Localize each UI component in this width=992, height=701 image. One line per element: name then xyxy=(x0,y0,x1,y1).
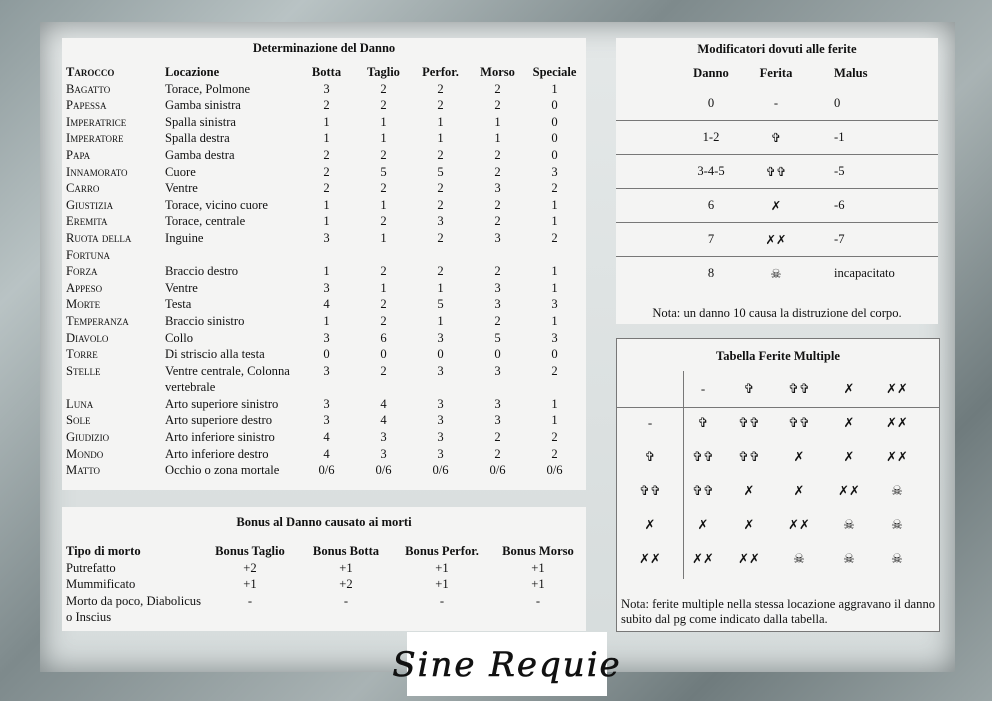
bonus-row xyxy=(66,576,586,593)
damage-row xyxy=(66,346,583,363)
header-tarocco: Tarocco xyxy=(66,65,115,79)
damage-value-cell: 1 xyxy=(437,131,444,146)
damage-value-cell: 3 xyxy=(323,280,330,295)
modifier-danno: 1-2 xyxy=(702,130,720,144)
damage-value-cell: 3 xyxy=(494,230,501,245)
bonus-table xyxy=(66,543,586,626)
tarocco-cell: Imperatrice xyxy=(66,114,127,129)
damage-value-cell: 2 xyxy=(323,164,330,179)
damage-value-cell: 2 xyxy=(494,147,501,162)
tarocco-cell: Giudizio xyxy=(66,430,110,445)
tarocco-cell: Forza xyxy=(66,264,98,279)
damage-value-cell: 4 xyxy=(323,446,330,461)
damage-value-cell: 5 xyxy=(494,330,501,345)
modifier-malus: -1 xyxy=(834,130,845,144)
damage-value-cell: 3 xyxy=(437,363,444,378)
damage-value-cell: 0/6 xyxy=(375,463,392,478)
locazione-cell: Spalla sinistra xyxy=(165,114,237,129)
tarocco-cell: Mondo xyxy=(66,446,104,461)
damage-value-cell: 1 xyxy=(551,313,558,328)
locazione-cell: Ventre centrale, Colonna vertebrale xyxy=(165,363,290,395)
locazione-cell: Braccio sinistro xyxy=(165,313,245,328)
damage-value-cell: 1 xyxy=(437,114,444,129)
damage-value-cell: 3 xyxy=(437,430,444,445)
damage-value-cell: 2 xyxy=(437,81,444,96)
damage-value-cell: 1 xyxy=(551,214,558,229)
damage-row xyxy=(66,164,583,181)
damage-value-cell: 5 xyxy=(437,164,444,179)
damage-value-cell: 2 xyxy=(494,214,501,229)
multi-cell: ✗✗ xyxy=(886,449,908,464)
damage-value-cell: 3 xyxy=(551,164,558,179)
multi-cell: ✞✞ xyxy=(738,449,760,464)
locazione-cell: Gamba destra xyxy=(165,147,235,162)
bonus-value-cell: - xyxy=(343,593,349,608)
multiple-wounds-divider-horizontal xyxy=(617,407,939,408)
modifier-malus: -5 xyxy=(834,164,845,178)
locazione-cell: Torace, vicino cuore xyxy=(165,197,268,212)
tarocco-cell: Matto xyxy=(66,463,101,478)
damage-value-cell: 3 xyxy=(323,230,330,245)
bonus-tipo-cell: Putrefatto xyxy=(66,560,116,575)
damage-value-cell: 1 xyxy=(437,313,444,328)
multi-cell: ✗ xyxy=(843,449,855,464)
damage-value-cell: 2 xyxy=(380,297,387,312)
damage-row xyxy=(66,197,583,214)
modifier-ferita: ✞ xyxy=(770,131,782,145)
damage-value-cell: 1 xyxy=(380,230,387,245)
damage-value-cell: 3 xyxy=(323,413,330,428)
locazione-cell: Di striscio alla testa xyxy=(165,347,265,362)
tarocco-cell: Imperatore xyxy=(66,131,124,146)
tarocco-cell: Diavolo xyxy=(66,330,109,345)
tarocco-cell: Luna xyxy=(66,396,94,411)
multi-cell: ☠ xyxy=(843,551,855,566)
bonus-header-perfor: Bonus Perfor. xyxy=(405,544,479,558)
multi-col-header: ✗✗ xyxy=(886,381,908,396)
damage-value-cell: 2 xyxy=(380,147,387,162)
damage-value-cell: 2 xyxy=(551,446,558,461)
damage-value-cell: 1 xyxy=(551,396,558,411)
damage-value-cell: 2 xyxy=(323,98,330,113)
damage-value-cell: 1 xyxy=(551,280,558,295)
multi-cell: ✞ xyxy=(697,415,709,430)
damage-value-cell: 2 xyxy=(380,363,387,378)
damage-value-cell: 2 xyxy=(380,214,387,229)
sine-requie-logo xyxy=(392,632,622,696)
damage-value-cell: 1 xyxy=(551,413,558,428)
multi-row-header: ✗ xyxy=(644,517,656,532)
bonus-row xyxy=(66,560,586,577)
damage-row xyxy=(66,446,583,463)
multi-row-header: ✞✞ xyxy=(639,483,661,498)
damage-value-cell: 2 xyxy=(323,147,330,162)
damage-value-cell: 2 xyxy=(494,446,501,461)
damage-row xyxy=(66,280,583,297)
tarocco-cell: Sole xyxy=(66,413,91,428)
damage-value-cell: 0/6 xyxy=(318,463,335,478)
damage-value-cell: 0/6 xyxy=(489,463,506,478)
tarocco-cell: Bagatto xyxy=(66,81,111,96)
multi-col-header: - xyxy=(700,381,706,396)
locazione-cell: Inguine xyxy=(165,230,204,245)
damage-value-cell: 3 xyxy=(494,280,501,295)
damage-value-cell: 0 xyxy=(551,347,558,362)
damage-value-cell: 3 xyxy=(437,330,444,345)
bonus-value-cell: +1 xyxy=(435,560,449,575)
multi-cell: ✗ xyxy=(843,415,855,430)
damage-row xyxy=(66,81,583,98)
modifier-ferita: - xyxy=(773,96,779,110)
damage-value-cell: 0 xyxy=(494,347,501,362)
damage-value-cell: 1 xyxy=(494,131,501,146)
locazione-cell: Arto inferiore destro xyxy=(165,446,269,461)
tarocco-cell: Ruota della Fortuna xyxy=(66,230,132,262)
damage-row xyxy=(66,296,583,313)
damage-value-cell: 2 xyxy=(494,81,501,96)
tarocco-cell: Papa xyxy=(66,147,91,162)
damage-value-cell: 2 xyxy=(494,98,501,113)
damage-value-cell: 1 xyxy=(551,197,558,212)
damage-row xyxy=(66,97,583,114)
damage-value-cell: 1 xyxy=(380,114,387,129)
locazione-cell: Occhio o zona mortale xyxy=(165,463,280,478)
multi-cell: ✗ xyxy=(793,449,805,464)
damage-value-cell: 0 xyxy=(380,347,387,362)
multiple-wounds-panel xyxy=(616,338,940,632)
bonus-header-tipo: Tipo di morto xyxy=(66,544,141,558)
bonus-value-cell: +1 xyxy=(435,577,449,592)
damage-row xyxy=(66,180,583,197)
damage-value-cell: 6 xyxy=(380,330,387,345)
modifier-danno: 0 xyxy=(707,96,715,110)
bonus-damage-panel xyxy=(62,507,586,631)
bonus-tipo-cell: Mummificato xyxy=(66,577,136,592)
bonus-row xyxy=(66,593,586,626)
multi-cell: ☠ xyxy=(793,551,805,566)
modifier-row xyxy=(616,86,938,121)
locazione-cell: Arto inferiore sinistro xyxy=(165,430,275,445)
bonus-value-cell: +2 xyxy=(243,560,257,575)
damage-row xyxy=(66,213,583,230)
damage-value-cell: 0/6 xyxy=(546,463,563,478)
damage-value-cell: 1 xyxy=(551,264,558,279)
damage-value-cell: 3 xyxy=(323,363,330,378)
damage-value-cell: 1 xyxy=(323,313,330,328)
multi-cell: ☠ xyxy=(891,551,903,566)
locazione-cell: Spalla destra xyxy=(165,131,230,146)
damage-value-cell: 2 xyxy=(551,181,558,196)
damage-value-cell: 3 xyxy=(380,430,387,445)
locazione-cell: Torace, Polmone xyxy=(165,81,251,96)
damage-table-panel xyxy=(62,38,586,490)
damage-value-cell: 3 xyxy=(494,181,501,196)
damage-row xyxy=(66,313,583,330)
damage-value-cell: 3 xyxy=(437,413,444,428)
damage-row xyxy=(66,114,583,131)
tarocco-cell: Stelle xyxy=(66,363,101,378)
bonus-table-body xyxy=(66,560,586,626)
damage-row xyxy=(66,147,583,164)
damage-row xyxy=(66,462,583,479)
damage-row xyxy=(66,396,583,413)
multi-cell: ✗ xyxy=(743,483,755,498)
modifier-ferita: ✞✞ xyxy=(765,165,787,179)
locazione-cell: Arto superiore destro xyxy=(165,413,273,428)
modifier-ferita: ✗✗ xyxy=(765,233,787,247)
modifier-danno: 3-4-5 xyxy=(697,164,725,178)
wound-modifiers-panel xyxy=(616,38,938,324)
multi-cell: ✗✗ xyxy=(738,551,760,566)
multi-cell: ✗✗ xyxy=(692,551,714,566)
multi-cell: ✗ xyxy=(793,483,805,498)
damage-value-cell: 5 xyxy=(437,297,444,312)
damage-row xyxy=(66,230,583,263)
multi-cell: ✞✞ xyxy=(738,415,760,430)
damage-value-cell: 3 xyxy=(323,396,330,411)
bonus-header-row xyxy=(66,543,586,560)
damage-value-cell: 2 xyxy=(437,147,444,162)
damage-value-cell: 5 xyxy=(380,164,387,179)
multi-col-header: ✞ xyxy=(743,381,755,396)
header-perfor: Perfor. xyxy=(422,65,459,79)
tarocco-cell: Torre xyxy=(66,347,98,362)
modifiers-title: Modificatori dovuti alle ferite xyxy=(697,42,857,56)
damage-row xyxy=(66,412,583,429)
damage-value-cell: 3 xyxy=(494,413,501,428)
damage-value-cell: 1 xyxy=(323,197,330,212)
bonus-value-cell: - xyxy=(535,593,541,608)
locazione-cell: Ventre xyxy=(165,181,198,196)
damage-value-cell: 2 xyxy=(380,264,387,279)
damage-value-cell: 2 xyxy=(437,181,444,196)
multi-col-header: ✞✞ xyxy=(788,381,810,396)
damage-value-cell: 0 xyxy=(551,147,558,162)
bonus-value-cell: +1 xyxy=(531,560,545,575)
damage-value-cell: 2 xyxy=(551,230,558,245)
tarocco-cell: Papessa xyxy=(66,98,107,113)
bonus-header-botta: Bonus Botta xyxy=(312,544,380,558)
damage-value-cell: 2 xyxy=(494,197,501,212)
damage-value-cell: 2 xyxy=(323,181,330,196)
modifier-danno: 7 xyxy=(707,232,715,246)
damage-value-cell: 4 xyxy=(323,297,330,312)
modifier-row xyxy=(616,188,938,223)
damage-value-cell: 2 xyxy=(380,81,387,96)
header-speciale: Speciale xyxy=(532,65,577,79)
damage-row xyxy=(66,429,583,446)
bonus-value-cell: +1 xyxy=(339,560,353,575)
tarocco-cell: Appeso xyxy=(66,280,103,295)
damage-value-cell: 3 xyxy=(551,330,558,345)
damage-value-cell: 2 xyxy=(437,197,444,212)
damage-value-cell: 3 xyxy=(380,446,387,461)
multi-cell: ✗ xyxy=(743,517,755,532)
locazione-cell: Collo xyxy=(165,330,193,345)
header-morso: Morso xyxy=(480,65,515,79)
damage-table-title: Determinazione del Danno xyxy=(252,41,396,55)
multi-cell: ✗✗ xyxy=(788,517,810,532)
bonus-value-cell: +1 xyxy=(243,577,257,592)
multi-cell: ☠ xyxy=(891,483,903,498)
modifier-malus: -7 xyxy=(834,232,845,246)
damage-value-cell: 3 xyxy=(323,81,330,96)
locazione-cell: Testa xyxy=(165,297,192,312)
damage-value-cell: 3 xyxy=(551,297,558,312)
modifier-malus: -6 xyxy=(834,198,845,212)
modifiers-note: Nota: un danno 10 causa la distruzione del corpo. xyxy=(652,306,902,320)
svg-text:Sine Requie: Sine Requie xyxy=(392,645,622,685)
tarocco-cell: Eremita xyxy=(66,214,108,229)
damage-value-cell: 4 xyxy=(380,396,387,411)
damage-value-cell: 0 xyxy=(551,98,558,113)
damage-value-cell: 3 xyxy=(494,363,501,378)
tarocco-cell: Morte xyxy=(66,297,101,312)
multiple-wounds-divider-vertical xyxy=(683,371,684,579)
damage-value-cell: 1 xyxy=(323,264,330,279)
modifier-row xyxy=(616,256,938,290)
header-taglio: Taglio xyxy=(367,65,400,79)
bonus-title: Bonus al Danno causato ai morti xyxy=(236,515,412,529)
locazione-cell: Cuore xyxy=(165,164,196,179)
damage-value-cell: 2 xyxy=(494,313,501,328)
multi-cell: ✗✗ xyxy=(838,483,860,498)
damage-value-cell: 0 xyxy=(437,347,444,362)
locazione-cell: Arto superiore sinistro xyxy=(165,396,279,411)
damage-value-cell: 1 xyxy=(380,197,387,212)
damage-value-cell: 3 xyxy=(437,396,444,411)
locazione-cell: Torace, centrale xyxy=(165,214,246,229)
damage-value-cell: 4 xyxy=(380,413,387,428)
modifiers-header-ferita: Ferita xyxy=(759,66,793,80)
damage-row xyxy=(66,263,583,280)
multi-cell: ✞✞ xyxy=(788,415,810,430)
bonus-header-taglio: Bonus Taglio xyxy=(215,544,285,558)
locazione-cell: Braccio destro xyxy=(165,264,239,279)
damage-value-cell: 1 xyxy=(323,114,330,129)
modifier-ferita: ☠ xyxy=(770,267,782,281)
multiple-wounds-title: Tabella Ferite Multiple xyxy=(715,349,841,363)
modifiers-header-danno: Danno xyxy=(693,66,729,80)
damage-row xyxy=(66,363,583,396)
damage-value-cell: 0 xyxy=(323,347,330,362)
damage-table-body xyxy=(66,81,583,479)
multi-row-header: ✞ xyxy=(644,449,656,464)
damage-value-cell: 1 xyxy=(494,114,501,129)
modifier-row xyxy=(616,222,938,257)
bonus-value-cell: +2 xyxy=(339,577,353,592)
damage-value-cell: 2 xyxy=(551,363,558,378)
damage-value-cell: 4 xyxy=(323,430,330,445)
modifiers-header-malus: Malus xyxy=(834,66,868,80)
multi-row-header: - xyxy=(647,415,653,430)
damage-value-cell: 0 xyxy=(551,131,558,146)
damage-value-cell: 2 xyxy=(494,430,501,445)
multiple-wounds-note: Nota: ferite multiple nella stessa locazione aggravano il danno subito dal pg come indicato dalla tabella. xyxy=(621,597,936,626)
modifier-malus: 0 xyxy=(834,96,841,110)
tarocco-cell: Temperanza xyxy=(66,313,129,328)
tarocco-cell: Innamorato xyxy=(66,164,128,179)
tarocco-cell: Carro xyxy=(66,181,100,196)
locazione-cell: Ventre xyxy=(165,280,198,295)
bonus-value-cell: - xyxy=(439,593,445,608)
damage-value-cell: 1 xyxy=(323,131,330,146)
bonus-header-morso: Bonus Morso xyxy=(502,544,574,558)
multi-row-header: ✗✗ xyxy=(639,551,661,566)
damage-value-cell: 0/6 xyxy=(432,463,449,478)
damage-value-cell: 2 xyxy=(437,264,444,279)
damage-value-cell: 3 xyxy=(494,396,501,411)
damage-row xyxy=(66,130,583,147)
damage-value-cell: 0 xyxy=(551,114,558,129)
damage-value-cell: 3 xyxy=(437,214,444,229)
multi-cell: ✗✗ xyxy=(886,415,908,430)
damage-value-cell: 1 xyxy=(380,280,387,295)
damage-value-cell: 3 xyxy=(494,297,501,312)
multi-cell: ☠ xyxy=(843,517,855,532)
modifier-row xyxy=(616,154,938,189)
damage-value-cell: 3 xyxy=(437,446,444,461)
damage-value-cell: 2 xyxy=(494,264,501,279)
damage-value-cell: 2 xyxy=(437,98,444,113)
damage-value-cell: 1 xyxy=(323,214,330,229)
header-locazione: Locazione xyxy=(165,65,220,79)
damage-value-cell: 2 xyxy=(380,313,387,328)
damage-value-cell: 2 xyxy=(380,98,387,113)
multi-cell: ✞✞ xyxy=(692,483,714,498)
modifier-danno: 6 xyxy=(707,198,715,212)
multi-cell: ✗ xyxy=(697,517,709,532)
damage-value-cell: 1 xyxy=(551,81,558,96)
modifier-ferita: ✗ xyxy=(770,199,782,213)
locazione-cell: Gamba sinistra xyxy=(165,98,241,113)
tarocco-cell: Giustizia xyxy=(66,197,114,212)
multi-cell: ✞✞ xyxy=(692,449,714,464)
damage-header-row xyxy=(66,64,583,81)
damage-value-cell: 2 xyxy=(551,430,558,445)
bonus-value-cell: - xyxy=(247,593,253,608)
bonus-tipo-cell: Morto da poco, Diabolicus o Inscius xyxy=(66,593,202,625)
multi-col-header: ✗ xyxy=(843,381,855,396)
damage-value-cell: 2 xyxy=(380,181,387,196)
multi-cell: ☠ xyxy=(891,517,903,532)
damage-value-cell: 1 xyxy=(380,131,387,146)
damage-table xyxy=(66,64,583,479)
damage-row xyxy=(66,330,583,347)
bonus-value-cell: +1 xyxy=(531,577,545,592)
damage-value-cell: 1 xyxy=(437,280,444,295)
damage-value-cell: 3 xyxy=(323,330,330,345)
header-botta: Botta xyxy=(311,65,342,79)
modifier-malus: incapacitato xyxy=(834,266,895,280)
modifier-danno: 8 xyxy=(707,266,715,280)
modifier-row xyxy=(616,120,938,155)
damage-value-cell: 2 xyxy=(437,230,444,245)
damage-value-cell: 2 xyxy=(494,164,501,179)
